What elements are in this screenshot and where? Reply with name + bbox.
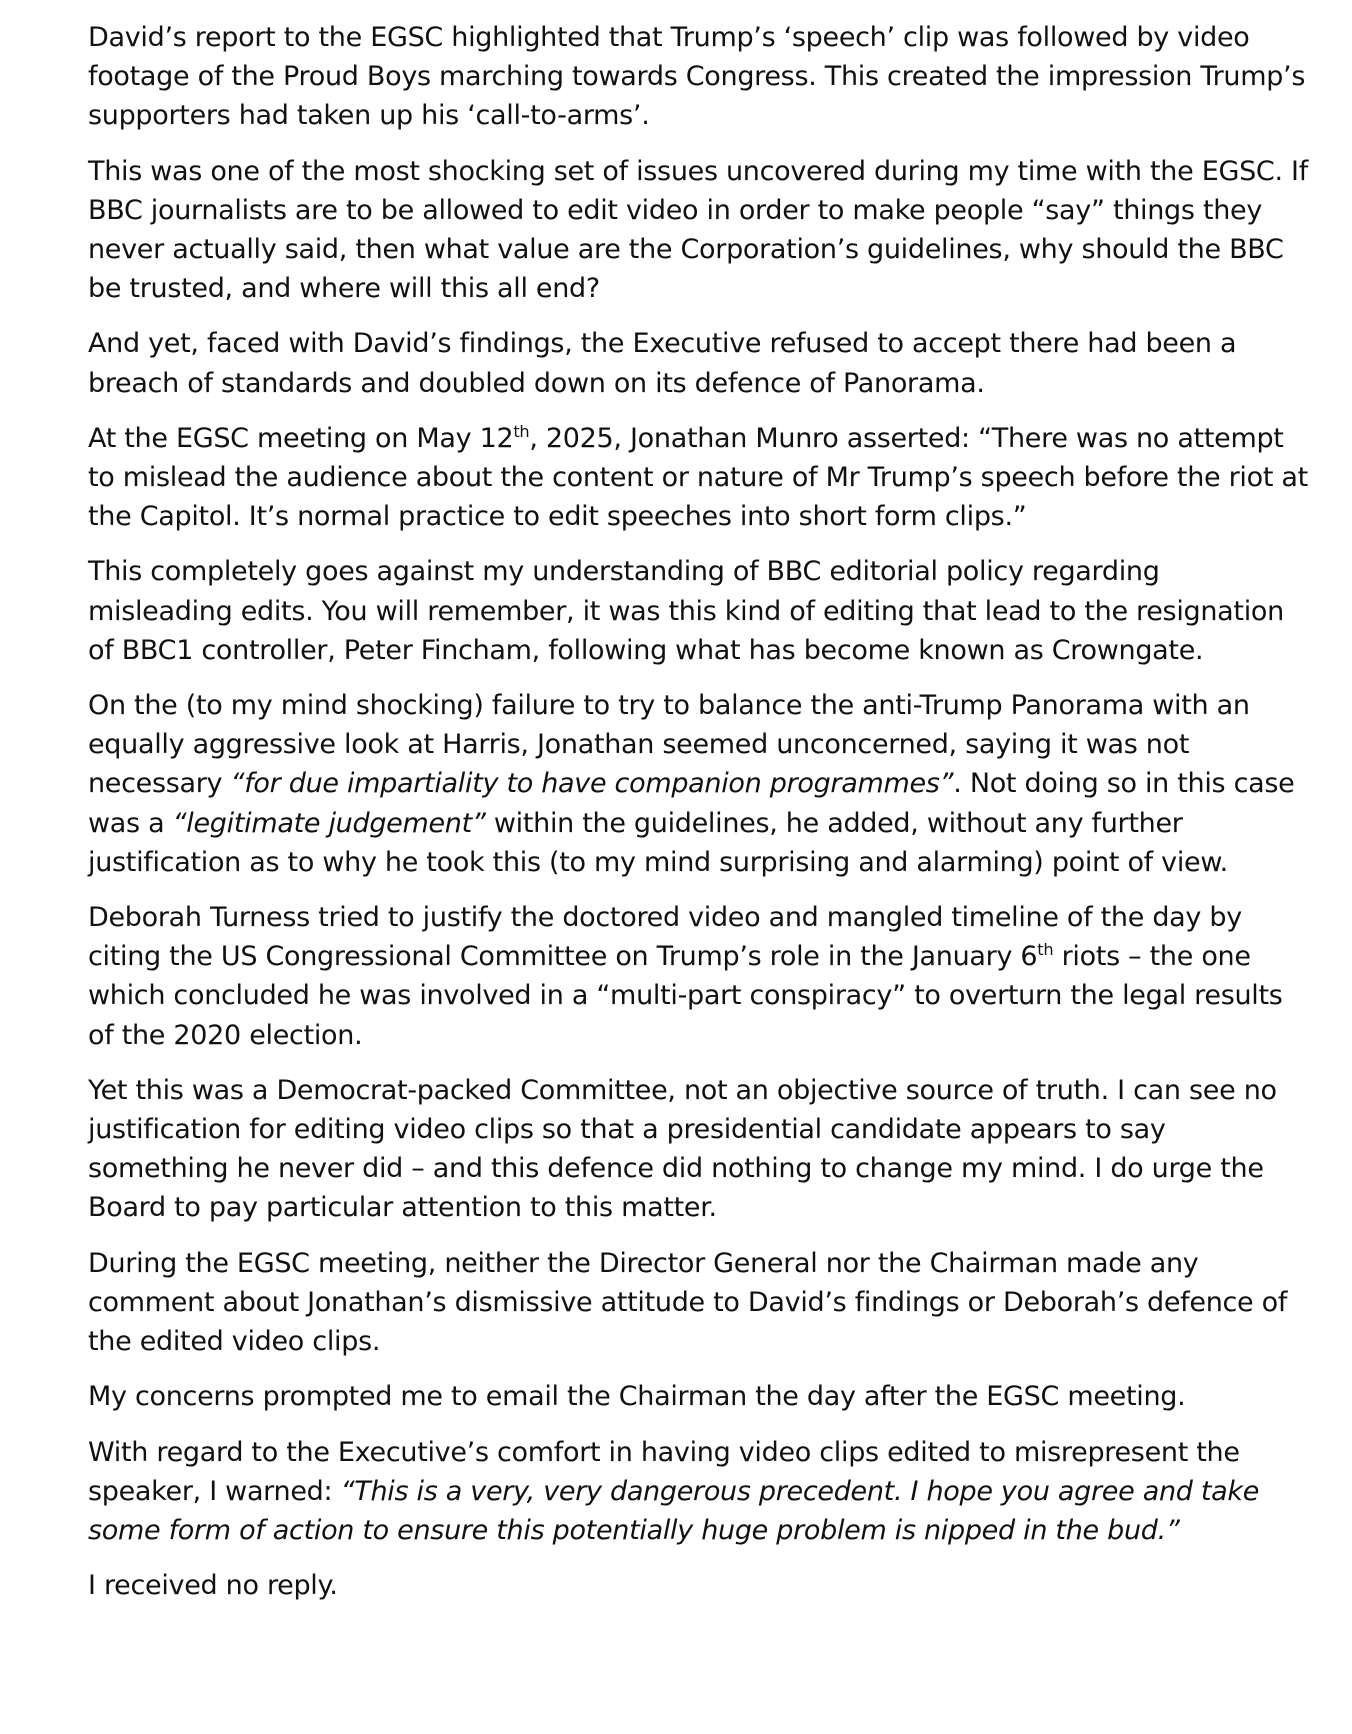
paragraph-report-footage: David’s report to the EGSC highlighted that Trump’s ‘speech’ clip was followed by video footage of the Proud Boys marching towards Congress. This created the impression Trump’s supporters had taken up his ‘call-to-arms’. bbox=[88, 22, 1306, 132]
superscript: th bbox=[513, 421, 530, 441]
text-run: riots – the one which concluded he was involved in a “multi-part conspiracy” to overturn the legal results of the 2020 election. bbox=[88, 941, 1283, 1051]
superscript: th bbox=[1037, 940, 1054, 960]
paragraph-no-reply: I received no reply. bbox=[88, 1570, 338, 1602]
italic-quote: “This is a very, very dangerous precedent. I hope you agree and take some form of action to ensure this potentially huge problem is nipped in the bud.” bbox=[88, 1475, 1260, 1546]
paragraph-impartiality bbox=[88, 686, 1308, 882]
paragraph-turness-justify bbox=[88, 898, 1308, 1055]
italic-quote: “for due impartiality to have companion programmes” bbox=[230, 768, 954, 800]
paragraph-shocking-issues: This was one of the most shocking set of issues uncovered during my time with the EGSC. If BBC journalists are to be allowed to edit video in order to make people “say” things they never actually said, then what value are the Corporation’s guidelines, why should the BBC be trusted, and where will this all end? bbox=[88, 155, 1308, 305]
paragraph-warning bbox=[88, 1433, 1308, 1551]
text-run: With regard to the Executive’s comfort in having video clips edited to misrepresent the speaker, I warned: bbox=[88, 1436, 1240, 1507]
paragraph-executive-refused: And yet, faced with David’s findings, the Executive refused to accept there had been a breach of standards and doubled down on its defence of Panorama. bbox=[88, 328, 1237, 399]
paragraph-editorial-policy: This completely goes against my understanding of BBC editorial policy regarding misleading edits. You will remember, it was this kind of editing that lead to the resignation of BBC1 controller, Peter Fincham, following what has become known as Crowngate. bbox=[88, 556, 1284, 666]
text-run: Deborah Turness tried to justify the doctored video and mangled timeline of the day by citing the US Congressional Committee on Trump’s role in the January 6 bbox=[88, 902, 1242, 973]
paragraph-dg-chairman: During the EGSC meeting, neither the Director General nor the Chairman made any comment about Jonathan’s dismissive attitude to David’s findings or Deborah’s defence of the edited video clips. bbox=[88, 1247, 1288, 1358]
italic-quote: “legitimate judgement” bbox=[172, 807, 486, 839]
document-body bbox=[88, 18, 1308, 1621]
text-run: , 2025, Jonathan Munro asserted: “There was no attempt to mislead the audience about the content or nature of Mr Trump’s speech before the riot at the Capitol. It’s normal practice to edit speeches into short form clips.” bbox=[88, 422, 1308, 533]
paragraph-email-chairman: My concerns prompted me to email the Chairman the day after the EGSC meeting. bbox=[88, 1381, 1186, 1413]
paragraph-egsc-meeting-munro bbox=[88, 419, 1308, 537]
text-run: . Not doing so in this case was a bbox=[88, 768, 1295, 839]
text-run: At the EGSC meeting on May 12 bbox=[88, 422, 514, 454]
paragraph-democrat-committee: Yet this was a Democrat-packed Committee, not an objective source of truth. I can see no justification for editing video clips so that a presidential candidate appears to say something he never did – and this defence did nothing to change my mind. I do urge the Board to pay particular attention to this matter. bbox=[88, 1074, 1277, 1224]
text-run: within the guidelines, he added, without any further justification as to why he took this (to my mind surprising and alarming) point of view. bbox=[88, 807, 1228, 878]
text-run: On the (to my mind shocking) failure to try to balance the anti-Trump Panorama with an equally aggressive look at Harris, Jonathan seemed unconcerned, saying it was not necessary bbox=[88, 690, 1250, 800]
